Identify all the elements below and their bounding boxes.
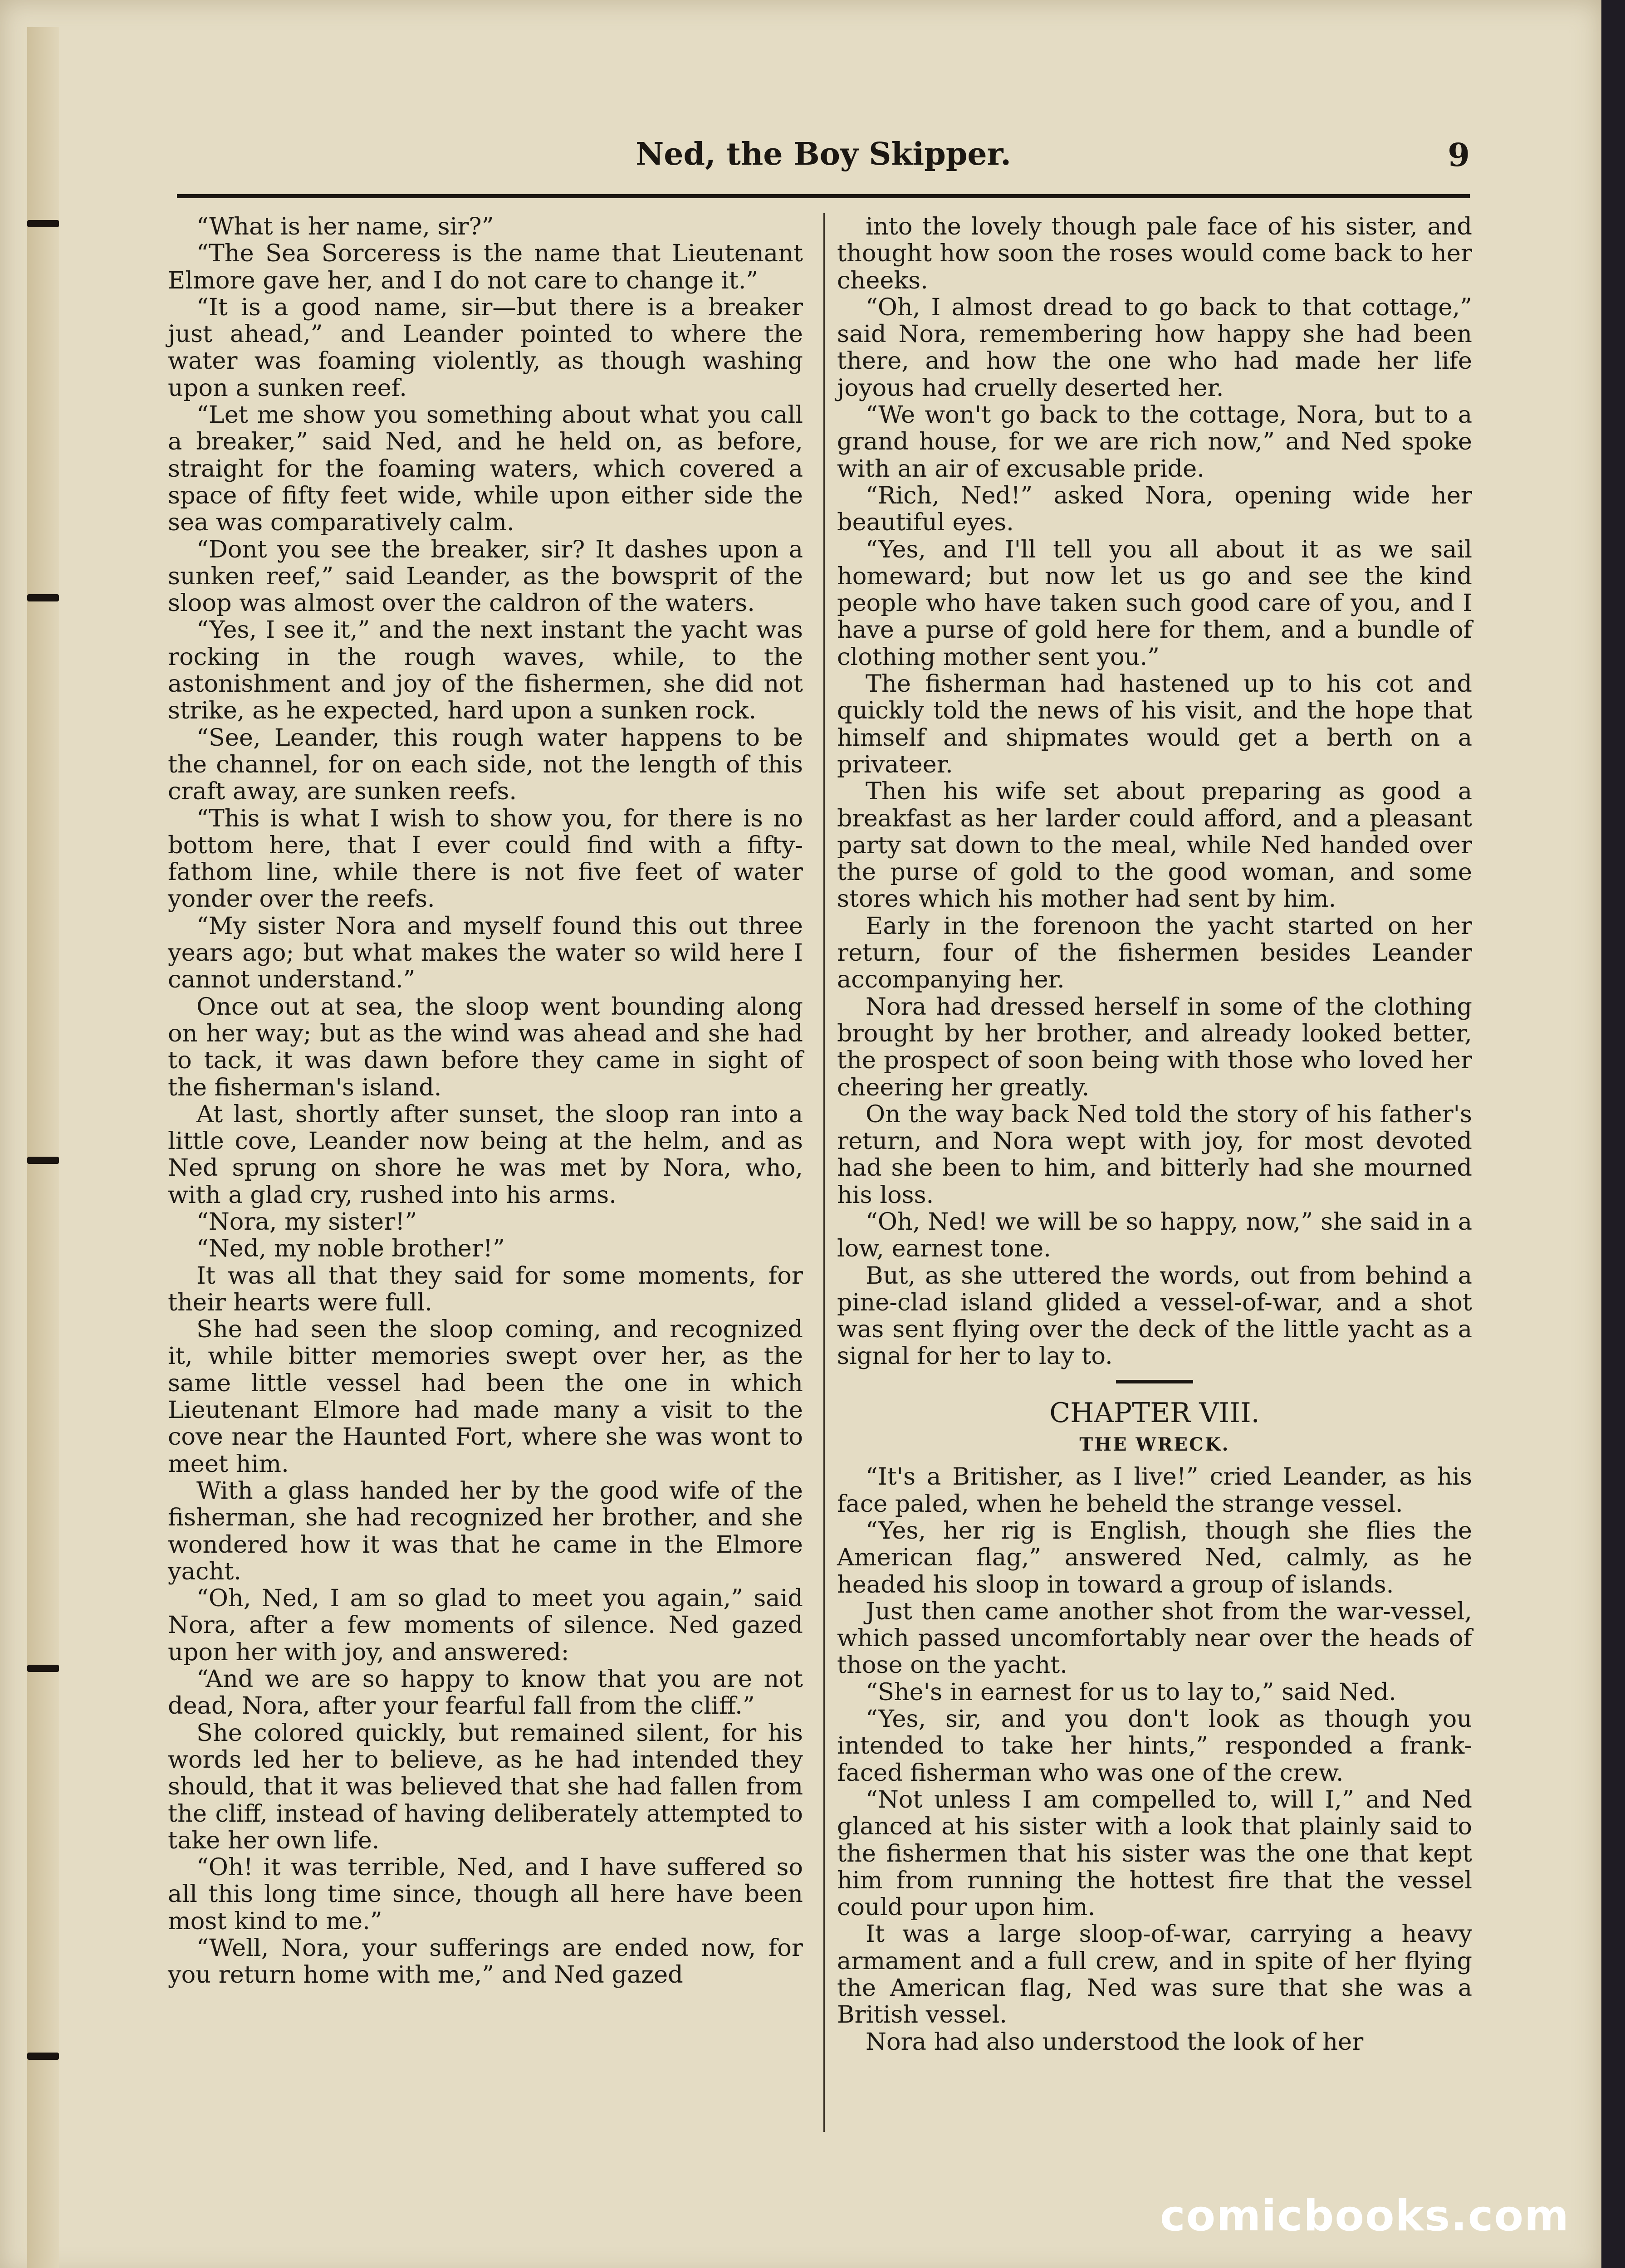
paragraph: “Yes, her rig is English, though she flies the American flag,” answered Ned, calmly, as he headed his sloop in toward a group of islands.: [837, 1516, 1472, 1598]
right-column-text-after: [837, 1463, 1472, 2055]
paragraph: “Oh, I almost dread to go back to that cottage,” said Nora, remembering how happy she had been there, and how the one who had made her life joyous had cruelly deserted her.: [837, 293, 1472, 402]
paragraph: “It is a good name, sir—but there is a breaker just ahead,” and Leander pointed to where the water was foaming violently, as though washing upon a sunken reef.: [168, 293, 803, 402]
chapter-subtitle: THE WRECK.: [1079, 1434, 1230, 1456]
binding-gutter: [27, 27, 59, 2268]
page-number: 9: [1448, 136, 1470, 174]
paragraph: “Oh, Ned! we will be so happy, now,” she said in a low, earnest tone.: [837, 1207, 1472, 1263]
paragraph: But, as she uttered the words, out from behind a pine-clad island glided a vessel-of-war, and a shot was sent flying over the deck of the little yacht as a signal for her to lay to.: [837, 1261, 1472, 1370]
binding-stitch: [27, 594, 59, 601]
running-title: Ned, the Boy Skipper.: [636, 136, 1011, 172]
paragraph: She had seen the sloop coming, and recognized it, while bitter memories swept over her, as the same little vessel had been the one in which Lieutenant Elmore had made many a visit to the cove near the Haunted Fort, where she was wont to meet him.: [168, 1315, 803, 1478]
paragraph: Then his wife set about preparing as good a breakfast as her larder could afford, and a pleasant party sat down to the meal, while Ned handed over the purse of gold to the good woman, and some stores which his mother had sent by him.: [837, 777, 1472, 913]
right-column: [837, 213, 1472, 2055]
paragraph: She colored quickly, but remained silent, for his words led her to believe, as he had intended they should, that it was believed that she had fallen from the cliff, instead of having deliberately attempted to take her own life.: [168, 1719, 803, 1854]
paragraph: “Nora, my sister!”: [196, 1207, 417, 1236]
running-header: [177, 132, 1470, 186]
paragraph: It was a large sloop-of-war, carrying a heavy armament and a full crew, and in spite of her flying the American flag, Ned was sure that she was a British vessel.: [837, 1920, 1472, 2029]
paragraph: “See, Leander, this rough water happens to be the channel, for on each side, not the length of this craft away, are sunken reefs.: [168, 723, 803, 806]
right-column-text-before: [837, 213, 1472, 1370]
paragraph: “Rich, Ned!” asked Nora, opening wide her beautiful eyes.: [837, 481, 1472, 537]
paragraph: “Yes, sir, and you don't look as though you intended to take her hints,” responded a frank-faced fisherman who was one of the crew.: [837, 1705, 1472, 1787]
binding-stitch: [27, 1665, 59, 1672]
paragraph: On the way back Ned told the story of his father's return, and Nora wept with joy, for most devoted had she been to him, and bitterly had she mourned his loss.: [837, 1100, 1472, 1209]
paragraph: “This is what I wish to show you, for there is no bottom here, that I ever could find with a fifty-fathom line, while there is not five feet of water yonder over the reefs.: [168, 804, 803, 913]
binding-stitch: [27, 220, 59, 227]
paragraph: “Yes, and I'll tell you all about it as we sail homeward; but now let us go and see the kind people who have taken such good care of you, and I have a purse of gold here for them, and a bundle of clothing mother sent you.”: [837, 535, 1472, 671]
paragraph: It was all that they said for some moments, for their hearts were full.: [168, 1261, 803, 1316]
column-divider: [823, 213, 825, 2132]
paragraph: “Well, Nora, your sufferings are ended now, for you return home with me,” and Ned gazed: [168, 1934, 803, 1989]
paragraph: Once out at sea, the sloop went bounding along on her way; but as the wind was ahead and she had to tack, it was dawn before they came in sight of the fisherman's island.: [168, 992, 803, 1101]
paragraph: Nora had also understood the look of her: [866, 2028, 1364, 2056]
left-column: [168, 213, 803, 1989]
chapter-title: CHAPTER VIII.: [1049, 1397, 1260, 1429]
paragraph: “The Sea Sorceress is the name that Lieutenant Elmore gave her, and I do not care to change it.”: [168, 240, 803, 294]
paragraph: At last, shortly after sunset, the sloop ran into a little cove, Leander now being at the helm, and as Ned sprung on shore he was met by Nora, who, with a glad cry, rushed into his arms.: [168, 1100, 803, 1209]
paragraph: Early in the forenoon the yacht started on her return, four of the fishermen besides Leander accompanying her.: [837, 912, 1472, 994]
paragraph: “My sister Nora and myself found this out three years ago; but what makes the water so wild here I cannot understand.”: [168, 912, 803, 994]
chapter-rule: [1116, 1380, 1193, 1383]
paragraph: “Oh, Ned, I am so glad to meet you again,” said Nora, after a few moments of silence. Ned gazed upon her with joy, and answered:: [168, 1584, 803, 1666]
paragraph: “Not unless I am compelled to, will I,” and Ned glanced at his sister with a look that plainly said to the fishermen that his sister was the one that kept him from running the hottest fire that the vessel could pour upon him.: [837, 1785, 1472, 1921]
paragraph: Just then came another shot from the war-vessel, which passed uncomfortably near over the heads of those on the yacht.: [837, 1597, 1472, 1679]
binding-stitch: [27, 1157, 59, 1164]
header-rule: [177, 194, 1470, 198]
paragraph: “And we are so happy to know that you are not dead, Nora, after your fearful fall from the cliff.”: [168, 1665, 803, 1720]
paragraph: “Yes, I see it,” and the next instant the yacht was rocking in the rough waves, while, to the astonishment and joy of the fishermen, she did not strike, as he expected, hard upon a sunken rock.: [168, 616, 803, 725]
paragraph: “Oh! it was terrible, Ned, and I have suffered so all this long time since, though all here have been most kind to me.”: [168, 1853, 803, 1935]
paragraph: “What is her name, sir?”: [196, 213, 494, 240]
binding-stitch: [27, 2053, 59, 2060]
paragraph: The fisherman had hastened up to his cot and quickly told the news of his visit, and the hope that himself and shipmates would get a berth on a privateer.: [837, 670, 1472, 778]
paragraph: “She's in earnest for us to lay to,” said Ned.: [866, 1678, 1396, 1706]
paragraph: With a glass handed her by the good wife of the fisherman, she had recognized her brother, and she wondered how it was that he came in the Elmore yacht.: [168, 1476, 803, 1585]
paragraph: Nora had dressed herself in some of the clothing brought by her brother, and already looked better, the prospect of soon being with those who loved her cheering her greatly.: [837, 992, 1472, 1101]
paragraph: “Ned, my noble brother!”: [196, 1235, 505, 1263]
paragraph: “Let me show you something about what you call a breaker,” said Ned, and he held on, as before, straight for the foaming waters, which covered a space of fifty feet wide, while upon either side the sea was comparatively calm.: [168, 401, 803, 537]
watermark: comicbooks.com: [1160, 2191, 1570, 2241]
paragraph: “Dont you see the breaker, sir? It dashes upon a sunken reef,” said Leander, as the bowsprit of the sloop was almost over the caldron of the waters.: [168, 535, 803, 617]
paragraph: into the lovely though pale face of his sister, and thought how soon the roses would come back to her cheeks.: [837, 213, 1472, 294]
paragraph: “We won't go back to the cottage, Nora, but to a grand house, for we are rich now,” and Ned spoke with an air of excusable pride.: [837, 401, 1472, 483]
paragraph: “It's a Britisher, as I live!” cried Leander, as his face paled, when he beheld the strange vessel.: [837, 1463, 1472, 1518]
